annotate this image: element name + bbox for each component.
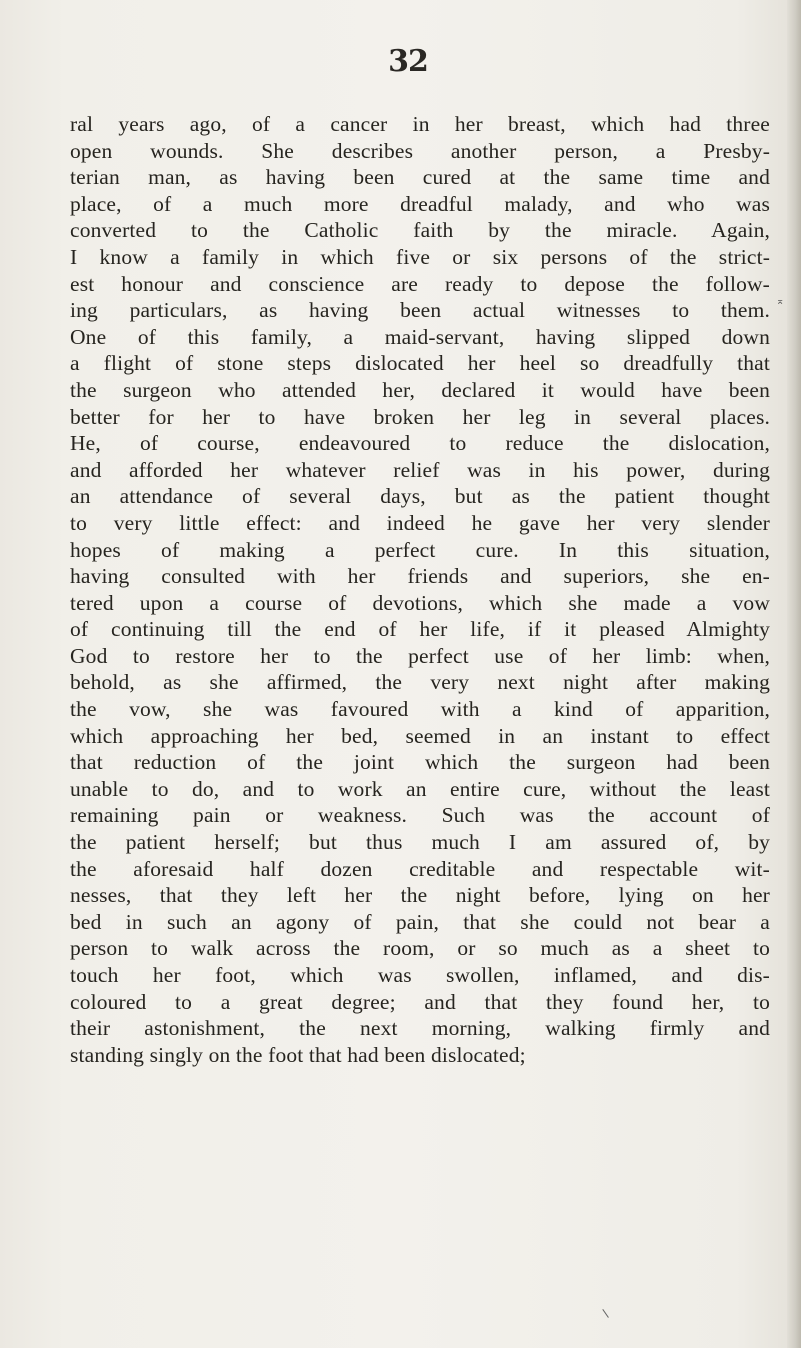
text-line: open wounds. She describes another person, a Presby-	[70, 138, 770, 163]
text-line: the surgeon who attended her, declared it would have been	[70, 377, 770, 402]
text-line: coloured to a great degree; and that they found her, to	[70, 989, 770, 1014]
text-line: bed in such an agony of pain, that she could not bear a	[70, 909, 770, 934]
margin-mark: ⌅	[776, 296, 785, 307]
page-edge	[787, 0, 801, 1348]
text-line: and afforded her whatever relief was in his power, during	[70, 457, 770, 482]
text-line: behold, as she affirmed, the very next night after making	[70, 670, 770, 695]
text-line: One of this family, a maid-servant, having slipped down	[70, 324, 770, 349]
text-line: He, of course, endeavoured to reduce the dislocation,	[70, 431, 770, 456]
text-line: hopes of making a perfect cure. In this situation,	[70, 537, 770, 562]
text-line: having consulted with her friends and superiors, she en-	[70, 564, 770, 589]
text-line: converted to the Catholic faith by the miracle. Again,	[70, 218, 770, 243]
text-line: the vow, she was favoured with a kind of apparition,	[70, 697, 770, 722]
text-line: place, of a much more dreadful malady, and who was	[70, 191, 770, 216]
text-line: to very little effect: and indeed he gave her very slender	[70, 510, 770, 535]
text-line: God to restore her to the perfect use of her limb: when,	[70, 643, 770, 668]
text-line: est honour and conscience are ready to depose the follow-	[70, 271, 770, 296]
text-line: a flight of stone steps dislocated her heel so dreadfully that	[70, 351, 770, 376]
page-number: 32	[388, 44, 428, 79]
text-line: ing particulars, as having been actual witnesses to them.	[70, 298, 770, 323]
corner-mark	[602, 1302, 618, 1318]
text-line: their astonishment, the next morning, walking firmly and	[70, 1016, 770, 1041]
text-line: ral years ago, of a cancer in her breast, which had three	[70, 112, 770, 136]
text-line: an attendance of several days, but as the patient thought	[70, 484, 770, 509]
text-line: standing singly on the foot that had been dislocated;	[70, 1042, 526, 1067]
body-text	[70, 111, 770, 1068]
text-line: the aforesaid half dozen creditable and respectable wit-	[70, 856, 770, 881]
text-line: tered upon a course of devotions, which she made a vow	[70, 590, 770, 615]
text-line: which approaching her bed, seemed in an instant to effect	[70, 723, 770, 748]
text-line: better for her to have broken her leg in several places.	[70, 404, 770, 429]
text-line: terian man, as having been cured at the same time and	[70, 165, 770, 190]
text-line: the patient herself; but thus much I am assured of, by	[70, 830, 770, 855]
text-line: nesses, that they left her the night before, lying on her	[70, 883, 770, 908]
text-line: of continuing till the end of her life, if it pleased Almighty	[70, 617, 770, 642]
text-line: unable to do, and to work an entire cure, without the least	[70, 776, 770, 801]
text-line: touch her foot, which was swollen, inflamed, and dis-	[70, 963, 770, 987]
text-line: person to walk across the room, or so much as a sheet to	[70, 936, 770, 961]
text-line: I know a family in which five or six persons of the strict-	[70, 244, 770, 269]
text-line: remaining pain or weakness. Such was the account of	[70, 803, 770, 828]
text-line: that reduction of the joint which the surgeon had been	[70, 750, 770, 775]
